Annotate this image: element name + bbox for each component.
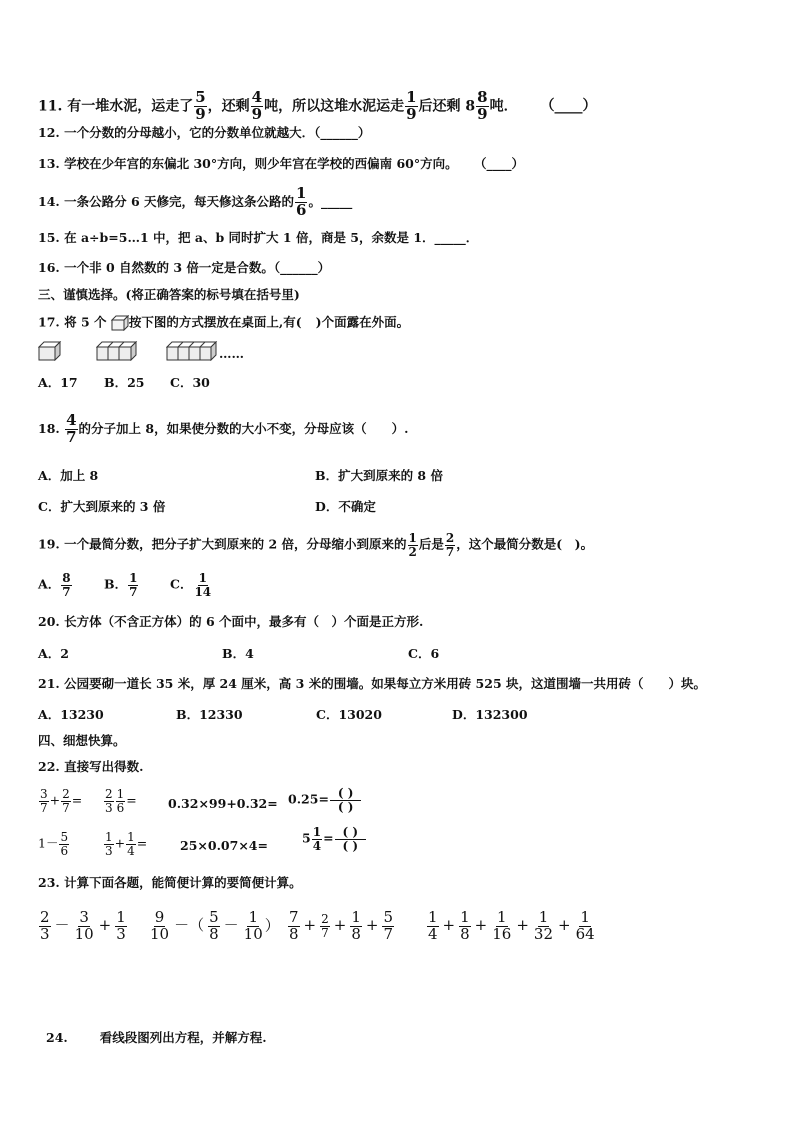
question-19: 19. 一个最简分数，把分子扩大到原来的 2 倍，分母缩小到原来的 $\frac{1}{2}$ 后是 $\frac{2}{7}$ ，这个最简分数是( )。 [38, 531, 594, 559]
question-12: 12. 一个分数的分母越小，它的分数单位就越大．（______） [38, 125, 371, 140]
question-22: 22. 直接写出得数. [38, 759, 144, 774]
fraction: $\frac{1}{3}$ [105, 830, 113, 858]
fraction: $\frac{5}{9}$ [195, 88, 206, 123]
fraction: $\frac{1}{10}$ [243, 908, 263, 943]
fraction: $\frac{( )}{( )}$ [330, 787, 362, 813]
calc-item: 25×0.07×4= [180, 838, 268, 853]
cube-stack-3-icon [96, 341, 138, 361]
option-b[interactable]: B．12330 [176, 707, 243, 722]
fraction: $\frac{2}{3}$ [40, 908, 50, 943]
fraction: $\frac{1}{8}$ [460, 908, 470, 943]
fraction: $\frac{1}{4}$ [312, 825, 322, 853]
expression-3: $\frac{7}{8}$ + $\frac{2}{7}$ + $\frac{1}{8}$ + $\frac{5}{7}$ [289, 908, 394, 943]
fraction: $\frac{3}{7}$ [40, 787, 48, 815]
question-17: 17. 将 5 个 按下图的方式摆放在桌面上,有( )个面露在外面。 [38, 314, 410, 330]
question-18: 18. $\frac{4}{7}$ 的分子加上 8，如果使分数的大小不变，分母应该（ ）. [38, 411, 409, 446]
question-16: 16. 一个非 0 自然数的 3 倍一定是合数。（______） [38, 260, 331, 275]
fraction: $\frac{2}{3}$ [105, 787, 113, 815]
question-23: 23. 计算下面各题，能简便计算的要简便计算。 [38, 875, 302, 890]
fraction: $\frac{2}{7}$ [321, 912, 329, 940]
option-a[interactable]: A．17 [38, 375, 78, 390]
fraction: $\frac{5}{6}$ [60, 830, 69, 858]
fraction: $\frac{( )}{( )}$ [335, 826, 367, 852]
option-c[interactable]: C．13020 [316, 707, 382, 722]
fraction: $\frac{1}{6}$ [296, 184, 307, 219]
fraction: $\frac{1}{2}$ [408, 531, 417, 559]
expression-4: $\frac{1}{4}$ + $\frac{1}{8}$ + $\frac{1}{16}$ + $\frac{1}{32}$ + $\frac{1}{64}$ [428, 908, 595, 943]
calc-item: 5 $\frac{1}{4}$ = $\frac{( )}{( )}$ [302, 826, 367, 852]
fraction: $\frac{9}{10}$ [150, 908, 170, 943]
expression-1: $\frac{2}{3}$ － $\frac{3}{10}$ + $\frac{1}{3}$ [40, 908, 126, 943]
fraction: $\frac{1}{4}$ [428, 908, 438, 943]
fraction: $\frac{4}{7}$ [66, 411, 77, 446]
fraction: $\frac{2}{7}$ [445, 531, 455, 559]
expression-2: $\frac{9}{10}$ －（ $\frac{5}{8}$ － $\frac{1}{10}$ ） [150, 908, 280, 943]
fraction: $\frac{3}{10}$ [74, 908, 94, 943]
fraction: $\frac{5}{7}$ [383, 908, 394, 943]
question-24: 24. 看线段图列出方程，并解方程. [46, 1030, 267, 1045]
section-heading: 四、细想快算。 [38, 733, 126, 748]
option-d[interactable]: D．132300 [452, 707, 528, 722]
option-c[interactable]: C．扩大到原来的 3 倍 [38, 499, 166, 514]
fraction: $\frac{1}{4}$ [127, 830, 135, 858]
fraction: $\frac{1}{14}$ [194, 571, 212, 599]
fraction: $\frac{1}{8}$ [351, 908, 361, 943]
question-13: 13. 学校在少年宫的东偏北 30°方向，则少年宫在学校的西偏南 60°方向。 （____） [38, 156, 524, 171]
cube-icon [111, 315, 129, 331]
option-a[interactable]: A．2 [38, 646, 69, 661]
fraction: $\frac{1}{7}$ [129, 571, 138, 599]
calc-item: 1－ $\frac{5}{6}$ [38, 830, 69, 858]
fraction: $\frac{7}{8}$ [289, 908, 299, 943]
section-heading: 三、谨慎选择。(将正确答案的标号填在括号里) [38, 287, 300, 302]
option-b[interactable]: B．4 [222, 646, 254, 661]
option-b[interactable]: B． $\frac{1}{7}$ [104, 571, 138, 599]
calc-item: $\frac{2}{3}$ $\frac{1}{6}$ = [105, 787, 137, 815]
answer-paren[interactable]: （____） [540, 98, 597, 115]
option-d[interactable]: D．不确定 [315, 499, 376, 514]
fraction: $\frac{1}{16}$ [492, 908, 512, 943]
fraction: $\frac{5}{8}$ [209, 908, 219, 943]
calc-item: $\frac{3}{7}$ + $\frac{2}{7}$ = [40, 787, 83, 815]
fraction: $\frac{1}{9}$ [406, 88, 417, 123]
fraction: $\frac{8}{7}$ [62, 571, 71, 599]
fraction: $\frac{4}{9}$ [251, 88, 263, 123]
question-21: 21. 公园要砌一道长 35 米，厚 24 厘米，高 3 米的围墙。如果每立方米用砖 525 块，这道围墙一共用砖（ ）块。 [38, 676, 707, 691]
question-20: 20. 长方体（不含正方体）的 6 个面中，最多有（ ）个面是正方形. [38, 614, 424, 629]
calc-item: 0.25= $\frac{( )}{( )}$ [288, 787, 362, 813]
option-a[interactable]: A． $\frac{8}{7}$ [38, 571, 71, 599]
option-b[interactable]: B．扩大到原来的 8 倍 [315, 468, 443, 483]
ellipsis: …… [219, 346, 244, 361]
fraction: $\frac{1}{3}$ [116, 908, 126, 943]
fraction: $\frac{1}{6}$ [116, 787, 125, 815]
question-11: 11. 有一堆水泥，运走了 $\frac{5}{9}$ ，还剩 $\frac{4}{9}$ 吨，所以这堆水泥运走 $\frac{1}{9}$ 后还剩 8 $\frac{8}{9}$ 吨． （____） [38, 88, 597, 123]
cube-stack-4-icon [166, 341, 218, 361]
option-a[interactable]: A．加上 8 [38, 468, 99, 483]
question-15: 15. 在 a÷b=5…1 中，把 a、b 同时扩大 1 倍，商是 5，余数是 1．_____． [38, 230, 479, 245]
question-14: 14. 一条公路分 6 天修完，每天修这条公路的 $\frac{1}{6}$ 。_____ [38, 184, 353, 219]
answer-paren[interactable]: （____） [473, 156, 524, 171]
cube-stack-1-icon [38, 341, 62, 361]
option-b[interactable]: B．25 [104, 375, 145, 390]
fraction: $\frac{1}{64}$ [575, 908, 595, 943]
option-c[interactable]: C．30 [170, 375, 210, 390]
option-c[interactable]: C．6 [408, 646, 440, 661]
fraction: $\frac{8}{9}$ [477, 88, 488, 123]
fraction: $\frac{1}{32}$ [533, 908, 554, 943]
fraction: $\frac{2}{7}$ [62, 787, 70, 815]
calc-item: $\frac{1}{3}$ + $\frac{1}{4}$ = [105, 830, 148, 858]
option-c[interactable]: C． $\frac{1}{14}$ [170, 571, 212, 599]
option-a[interactable]: A．13230 [38, 707, 104, 722]
calc-item: 0.32×99+0.32= [168, 796, 278, 811]
